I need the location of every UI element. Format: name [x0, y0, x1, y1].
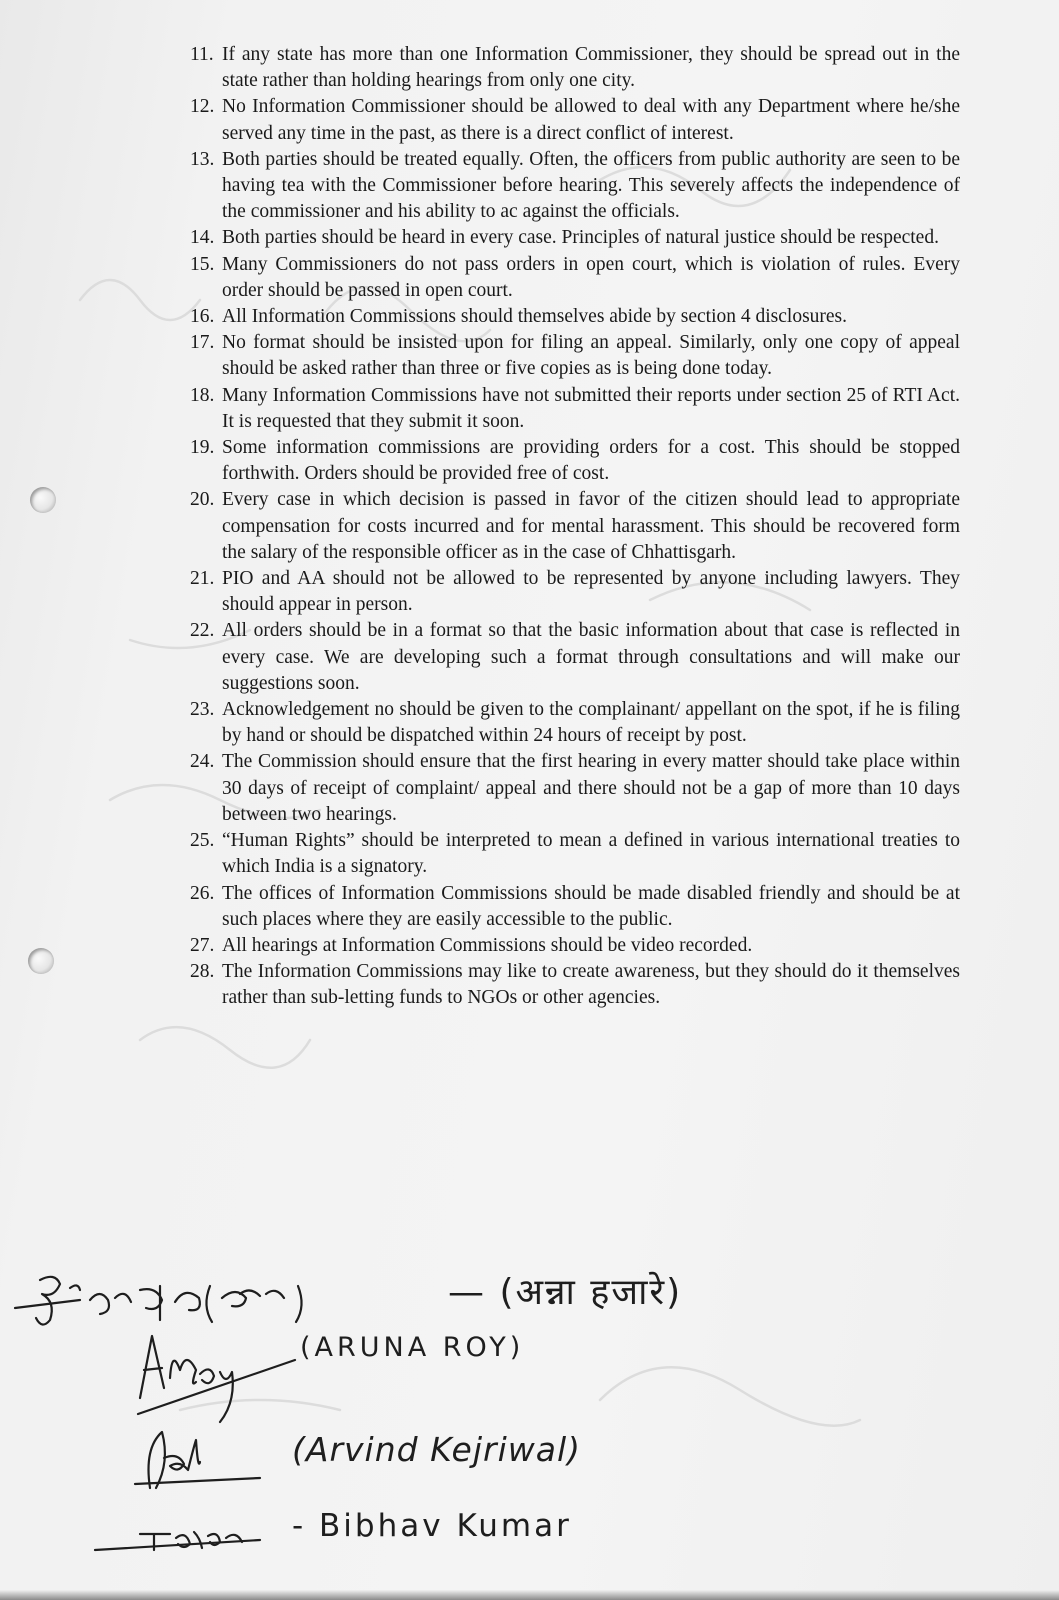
list-item: 16. All Information Commissions should themselves abide by section 4 disclosures.: [190, 306, 848, 328]
list-item: 28. The Information Commissions may like to create awareness, but they should do it themselves rather than sub-letting funds to NGOs or other agencies.: [190, 961, 960, 1009]
signature-name-bibhav-kumar: - Bibhav Kumar: [292, 1508, 572, 1544]
list-item: 25. “Human Rights” should be interpreted to mean a defined in various international treaties to which India is a signatory.: [190, 830, 960, 878]
list-item: 15. Many Commissioners do not pass orders in open court, which is violation of rules. Every order should be passed in open court.: [190, 253, 960, 301]
list-item: 22. All orders should be in a format so that the basic information about that case is reflected in every case. We are developing such a format through consultations and will make our suggestions soon.: [190, 620, 960, 694]
list-item: 23. Acknowledgement no should be given to the complainant/ appellant on the spot, if he is filing by hand or should be dispatched within 24 hours of receipt by post.: [190, 699, 960, 747]
signature-name-hindi: — (अन्ना हजारे): [448, 1272, 683, 1313]
list-item: 24. The Commission should ensure that the first hearing in every matter should take place within 30 days of receipt of complaint/ appeal and there should not be a gap of more than 10 days between two hearings.: [190, 751, 960, 825]
list-item: 18. Many Information Commissions have not submitted their reports under section 25 of RTI Act. It is requested that they submit it soon.: [190, 384, 960, 432]
list-item: 17. No format should be insisted upon for filing an appeal. Similarly, only one copy of appeal should be asked rather than three or five copies as is being done today.: [190, 332, 960, 380]
list-item: 19. Some information commissions are providing orders for a cost. This should be stopped forthwith. Orders should be provided free of cost.: [190, 437, 960, 485]
punch-hole-top: [30, 487, 56, 513]
list-item: 14. Both parties should be heard in every case. Principles of natural justice should be respected.: [190, 227, 939, 249]
signature-aruna-roy: [130, 1318, 300, 1428]
signature-bibhav-kumar: [90, 1510, 280, 1560]
list-item: 26. The offices of Information Commissions should be made disabled friendly and should be at such places where they are easily accessible to the public.: [190, 882, 960, 930]
list-item: 20. Every case in which decision is passed in favor of the citizen should lead to appropriate compensation for costs incurred and for mental harassment. This should be recovered form the salary of the responsible officer as in the case of Chhattisgarh.: [190, 489, 960, 563]
signature-name-arvind-kejriwal: (Arvind Kejriwal): [292, 1430, 581, 1469]
list-item: 21. PIO and AA should not be allowed to be represented by anyone including lawyers. They should appear in person.: [190, 568, 960, 616]
signature-name-aruna-roy: (ARUNA ROY): [300, 1332, 525, 1363]
punch-hole-bottom: [28, 948, 54, 974]
signature-block: [0, 1240, 1059, 1600]
list-item: 27. All hearings at Information Commissions should be video recorded.: [190, 934, 753, 956]
recommendations-list: [190, 42, 960, 1012]
signature-arvind-kejriwal: [130, 1418, 270, 1498]
list-item: 11. If any state has more than one Information Commissioner, they should be spread out in the state rather than holding hearings from only one city.: [190, 44, 960, 92]
list-item: 13. Both parties should be treated equally. Often, the officers from public authority are seen to be having tea with the Commissioner before hearing. This severely affects the independence of the commissioner and his ability to ac against the officials.: [190, 148, 960, 223]
list-item: 12. No Information Commissioner should be allowed to deal with any Department where he/she served any time in the past, as there is a direct conflict of interest.: [190, 96, 960, 144]
page-bottom-edge: [0, 1590, 1059, 1600]
